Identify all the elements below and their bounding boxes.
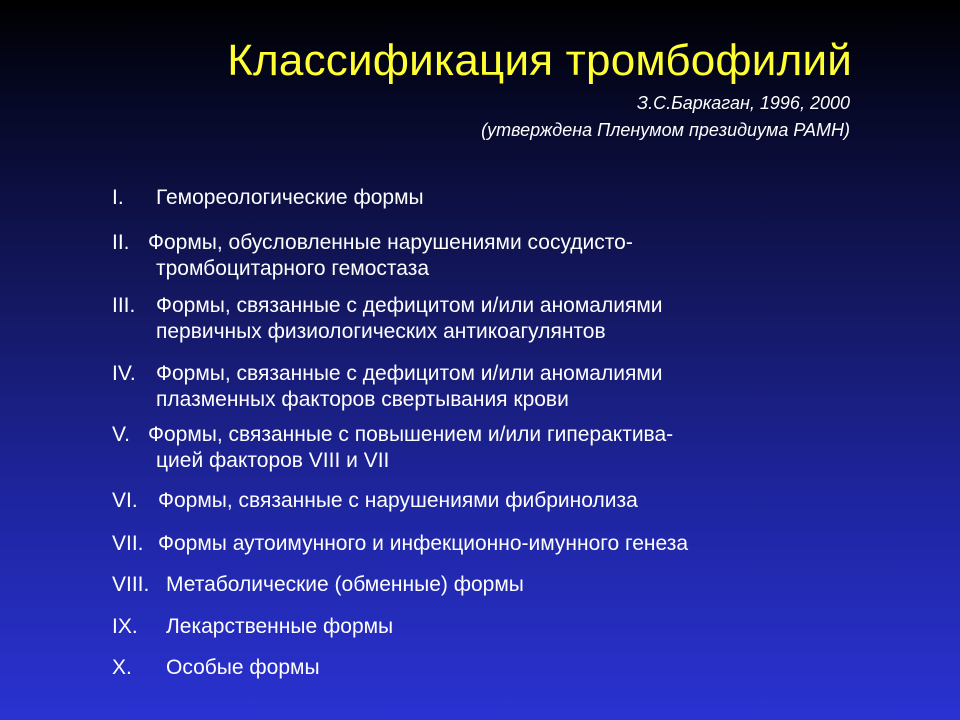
item-number: VI. [112, 489, 138, 512]
author-citation: З.С.Баркаган, 1996, 2000 [637, 93, 850, 113]
item-number: II. [112, 231, 130, 254]
item-number: III. [112, 294, 136, 317]
item-text: Формы, обусловленные нарушениями сосудисто- [148, 231, 633, 254]
list-item [112, 361, 663, 413]
item-number: X. [112, 656, 132, 679]
list-item [112, 185, 424, 211]
list-item [112, 531, 688, 557]
item-text: Особые формы [166, 656, 320, 679]
item-text: Формы, связанные с дефицитом и/или аномалиями [156, 294, 663, 317]
item-text-continuation: первичных физиологических антикоагулянтов [156, 320, 606, 343]
list-item [112, 422, 673, 474]
item-text-continuation: плазменных факторов свертывания крови [156, 388, 569, 411]
item-text-continuation: тромбоцитарного гемостаза [156, 257, 429, 280]
item-text: Формы, связанные с повышением и/или гиперактива- [148, 423, 674, 446]
item-number: IX. [112, 615, 138, 638]
list-item [112, 614, 393, 640]
list-item [112, 293, 663, 345]
item-number: V. [112, 423, 130, 446]
item-number: VIII. [112, 573, 150, 596]
item-text: Формы аутоимунного и инфекционно-имунного генеза [158, 532, 689, 555]
list-item [112, 655, 320, 681]
item-text: Метаболические (обменные) формы [166, 573, 524, 596]
item-text: Формы, связанные с дефицитом и/или аномалиями [156, 362, 663, 385]
approval-note: (утверждена Пленумом президиума РАМН) [481, 120, 850, 140]
item-text: Формы, связанные с нарушениями фибринолиза [158, 489, 638, 512]
item-text: Лекарственные формы [166, 615, 394, 638]
item-text-continuation: цией факторов VIII и VII [156, 449, 390, 472]
list-item [112, 572, 524, 598]
item-number: I. [112, 186, 124, 209]
slide-title: Классификация тромбофилий [227, 36, 852, 85]
item-number: IV. [112, 362, 136, 385]
item-number: VII. [112, 532, 144, 555]
item-text: Гемореологические формы [156, 186, 424, 209]
list-item [112, 230, 633, 282]
list-item [112, 488, 638, 514]
